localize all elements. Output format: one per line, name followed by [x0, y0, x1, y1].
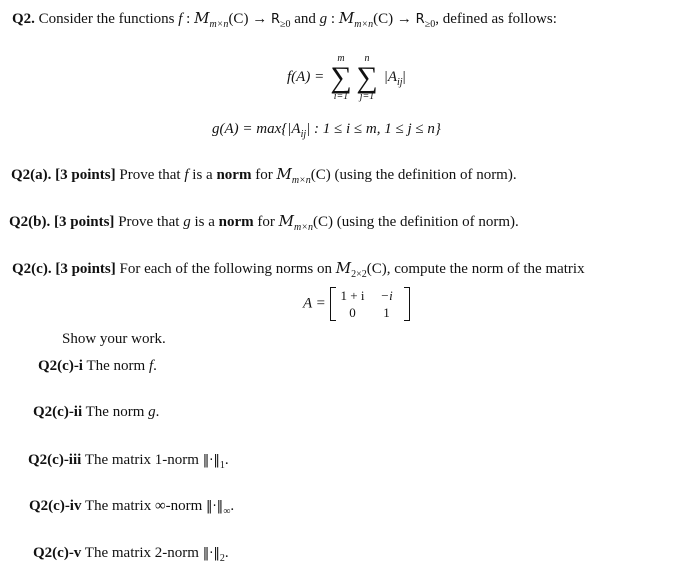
matrix-cell-2-2: 1: [383, 304, 390, 320]
matrix-a: [303, 284, 410, 323]
part-iii-period: .: [224, 452, 229, 468]
q2-intro-text: Consider the functions: [38, 11, 175, 27]
sum-j-top: n: [364, 52, 370, 64]
g-symbol: g: [319, 11, 328, 27]
sum-i-top: m: [337, 52, 345, 64]
eq-g-rest: | : 1 ≤ i ≤ m, 1 ≤ j ≤ n}: [306, 121, 441, 137]
sum-j: [354, 53, 380, 103]
part-iv-period: .: [230, 498, 235, 514]
q2a-label: Q2(a).: [11, 167, 52, 183]
part-v-label: Q2(c)-v: [33, 545, 82, 561]
matrix-row-1: [336, 287, 404, 304]
q2b-label: Q2(b).: [9, 214, 51, 230]
q2c-text1: For each of the following norms on: [119, 261, 332, 277]
q2a-M: M: [276, 165, 292, 183]
part-iii-sub: 1: [219, 460, 225, 471]
q2c-label: Q2(c).: [12, 261, 52, 277]
part-iv-label: Q2(c)-iv: [29, 498, 82, 514]
arrow: →: [252, 11, 268, 27]
part-iv-norm: ‖·‖: [206, 499, 224, 514]
q2a-points: [3 points]: [55, 167, 116, 183]
part-i-text: The norm: [86, 358, 146, 374]
matrix-lhs: A =: [303, 295, 326, 312]
q2a: [11, 165, 517, 186]
nonneg-subscript: ≥0: [279, 19, 291, 30]
q2c-points: [3 points]: [55, 261, 116, 277]
q2a-sym: f: [184, 167, 189, 183]
eq-f-body: |A: [383, 69, 397, 85]
q2b: [9, 212, 519, 233]
part-ii: [33, 403, 159, 421]
sigma-icon: ∑: [330, 60, 352, 94]
eq-f-sub: ij: [397, 77, 403, 88]
part-v: [33, 544, 229, 564]
show-work: Show your work.: [62, 331, 166, 347]
part-v-text: The matrix 2-norm: [84, 545, 199, 561]
matrix-brackets: [330, 287, 410, 321]
part-iv-text: The matrix ∞-norm: [84, 498, 203, 514]
eq-f-end: |: [402, 69, 406, 85]
matrix-cell-1-2: −i: [380, 287, 393, 303]
q2b-text2: is a: [194, 214, 215, 230]
q2c-C: (C): [366, 261, 387, 277]
q2b-norm: norm: [218, 214, 254, 230]
colon: :: [186, 11, 191, 27]
matrix-space-symbol: M: [194, 9, 210, 27]
q2b-points: [3 points]: [54, 214, 115, 230]
q2c-M: M: [335, 259, 352, 277]
part-i-label: Q2(c)-i: [38, 358, 83, 374]
part-ii-period: .: [155, 404, 160, 420]
matrix-space-subscript: m×n: [209, 19, 229, 30]
equation-g: [212, 120, 441, 140]
q2b-M-sub: m×n: [293, 222, 313, 233]
matrix-cell-1-1: 1 + i: [340, 287, 365, 303]
part-iii: [28, 451, 229, 471]
part-iv: [29, 497, 234, 517]
q2c-M-sub: 2×2: [351, 269, 367, 280]
q2-label: Q2.: [12, 11, 35, 27]
q2b-sym: g: [183, 214, 191, 230]
part-i: [38, 357, 157, 375]
q2c-tail: , compute the norm of the matrix: [386, 261, 585, 277]
q2c: [12, 259, 585, 280]
eq-g-text: g(A) = max{|A: [212, 121, 301, 137]
q2a-tail: (using the definition of norm).: [334, 167, 517, 183]
part-ii-sym: g: [148, 404, 156, 420]
matrix-space-subscript-2: m×n: [354, 19, 374, 30]
q2-intro: Q2. Consider the functions f : $M_{m\times n}(C) \to R_{\ge 0}$ and g : $M_{m\times n}(C) \to R_{\ge 0}$, defined as follows:: [12, 9, 557, 30]
q2b-C: (C): [312, 214, 333, 230]
reals-symbol-2: R: [415, 12, 425, 27]
and-word: and: [294, 11, 316, 27]
q2a-C: (C): [310, 167, 331, 183]
arrow-2: →: [396, 11, 412, 27]
part-i-period: .: [153, 358, 157, 374]
intro-end: defined as follows:: [442, 11, 557, 27]
reals-symbol: R: [270, 12, 280, 27]
part-v-sub: 2: [219, 553, 225, 564]
q2a-text1: Prove that: [119, 167, 181, 183]
colon-2: :: [330, 11, 336, 27]
part-iii-label: Q2(c)-iii: [28, 452, 82, 468]
part-ii-label: Q2(c)-ii: [33, 404, 83, 420]
eq-f-lhs: f(A) =: [287, 69, 325, 85]
part-i-sym: f: [148, 358, 154, 374]
sigma-icon-2: ∑: [356, 60, 378, 94]
part-iii-norm: ‖·‖: [202, 453, 220, 468]
nonneg-subscript-2: ≥0: [424, 19, 436, 30]
sum-i: [328, 53, 354, 103]
q2a-text2: is a: [192, 167, 213, 183]
matrix-row-2: [336, 304, 404, 321]
sum-j-bottom: j=1: [359, 90, 375, 102]
part-iii-text: The matrix 1-norm: [84, 452, 199, 468]
part-v-period: .: [224, 545, 229, 561]
matrix-cell-2-1: 0: [349, 304, 356, 320]
q2b-text1: Prove that: [118, 214, 180, 230]
complex-field-2: (C): [373, 11, 394, 27]
f-symbol: f: [178, 11, 183, 27]
sum-i-bottom: i=1: [333, 90, 349, 102]
part-iv-sub: ∞: [223, 506, 231, 517]
q2a-M-sub: m×n: [291, 175, 311, 186]
part-ii-text: The norm: [85, 404, 145, 420]
q2b-tail: (using the definition of norm).: [336, 214, 519, 230]
complex-field: (C): [228, 11, 249, 27]
q2b-text3: for: [257, 214, 275, 230]
part-v-norm: ‖·‖: [202, 546, 220, 561]
q2b-M: M: [278, 212, 294, 230]
q2a-norm: norm: [216, 167, 252, 183]
eq-g-sub: ij: [300, 129, 307, 140]
matrix-space-symbol-2: M: [338, 9, 355, 27]
equation-f: [287, 52, 406, 104]
q2a-text3: for: [255, 167, 273, 183]
